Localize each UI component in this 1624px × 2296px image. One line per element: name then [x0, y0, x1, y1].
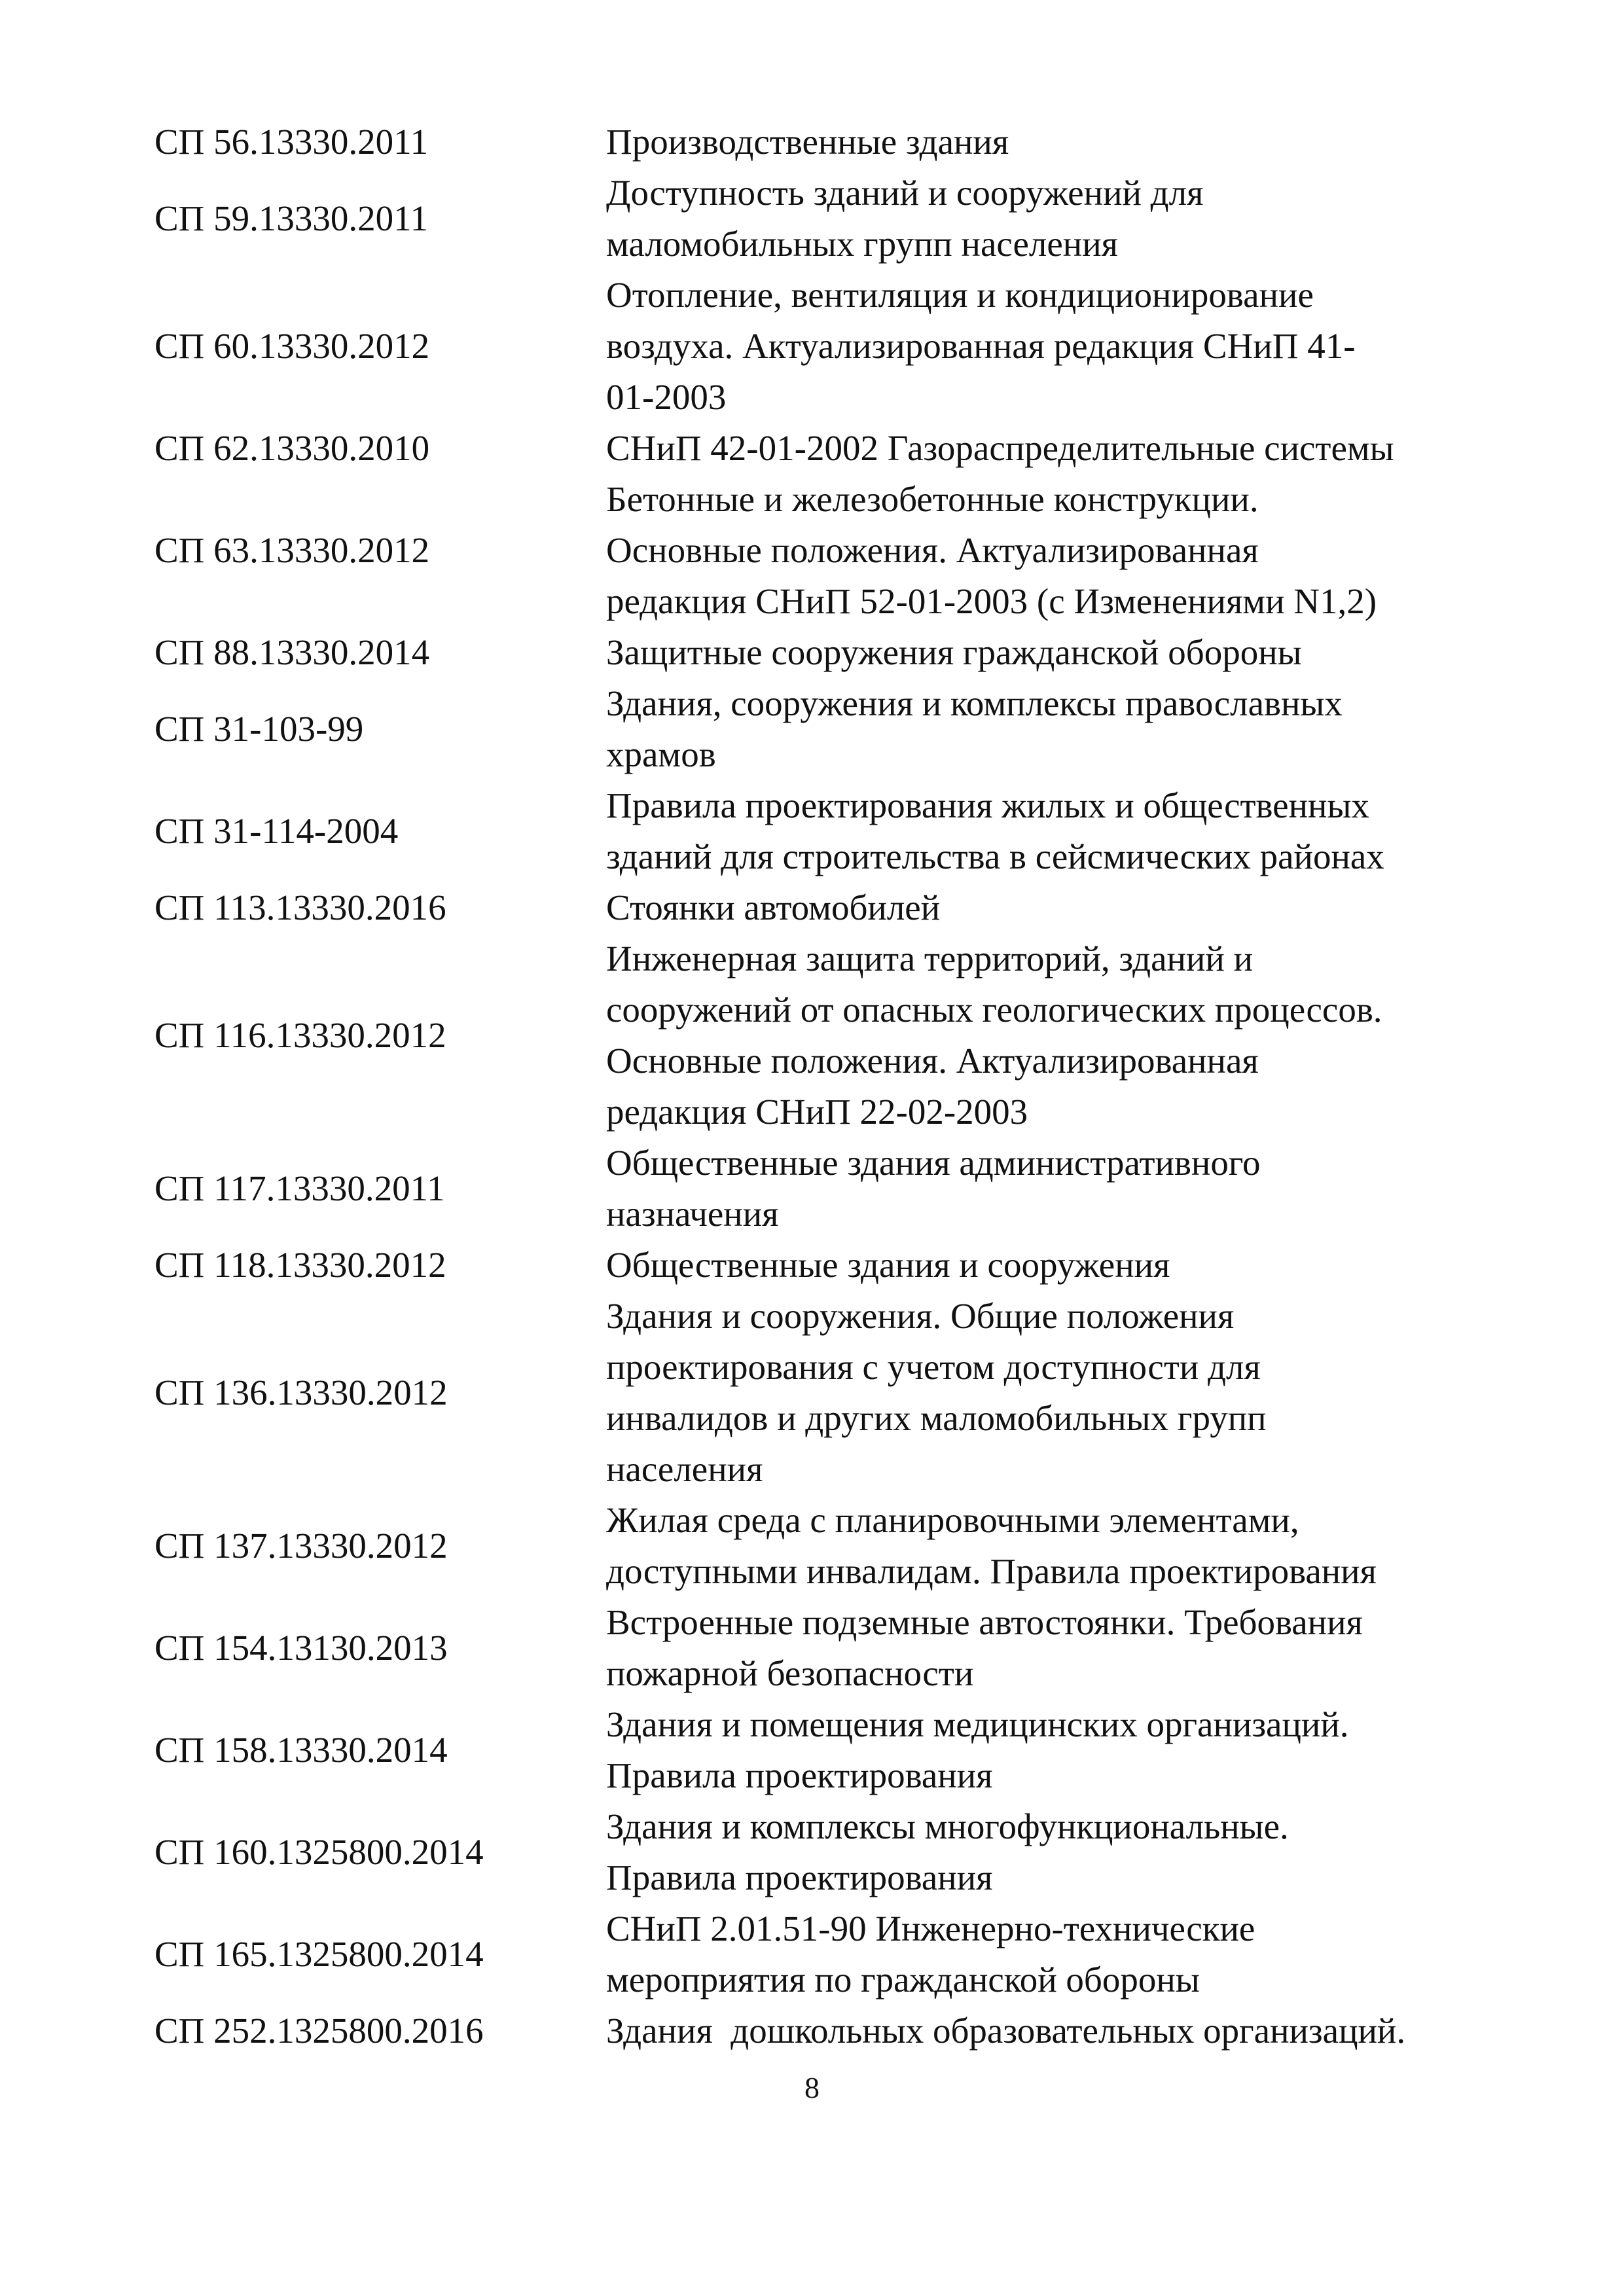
standard-title-line: Защитные сооружения гражданской обороны	[606, 632, 1302, 672]
standard-title-line: Правила проектирования жилых и общественных	[606, 785, 1369, 825]
standard-title	[606, 1699, 1490, 1801]
standard-code: СП 118.13330.2012	[154, 1245, 446, 1285]
standard-title-line: Общественные здания и сооружения	[606, 1245, 1170, 1285]
standard-code: СП 60.13330.2012	[154, 326, 430, 366]
standard-title-line: населения	[606, 1449, 763, 1489]
standard-row	[154, 627, 1490, 678]
standard-title-line: маломобильных групп населения	[606, 224, 1118, 264]
standard-code: СП 117.13330.2011	[154, 1168, 445, 1208]
standard-title-line: Правила проектирования	[606, 1755, 993, 1795]
standard-title-line: Основные положения. Актуализированная	[606, 530, 1259, 570]
standard-code: СП 116.13330.2012	[154, 1015, 446, 1055]
standard-code: СП 56.13330.2011	[154, 122, 429, 162]
standard-title-line: Общественные здания административного	[606, 1143, 1261, 1183]
standard-title	[606, 1903, 1490, 2005]
standard-title	[606, 1138, 1490, 1240]
standard-code: СП 88.13330.2014	[154, 632, 430, 672]
standard-row	[154, 1903, 1490, 2005]
standard-row	[154, 1291, 1490, 1495]
standard-code: СП 62.13330.2010	[154, 428, 430, 468]
standard-row	[154, 1138, 1490, 1240]
standard-title	[606, 1291, 1490, 1495]
standard-title-line: Здания и сооружения. Общие положения	[606, 1296, 1235, 1336]
standard-title-line: зданий для строительства в сейсмических районах	[606, 836, 1384, 876]
standard-row	[154, 270, 1490, 423]
standard-title	[606, 1801, 1490, 1903]
standard-row	[154, 423, 1490, 474]
standard-code: СП 59.13330.2011	[154, 198, 429, 238]
standard-title-line: 01-2003	[606, 377, 727, 417]
standard-title-line: редакция СНиП 52-01-2003 (с Изменениями N1,2)	[606, 581, 1377, 621]
standard-row	[154, 678, 1490, 780]
standard-title-line: редакция СНиП 22-02-2003	[606, 1092, 1028, 1132]
standard-code: СП 31-114-2004	[154, 811, 399, 851]
standard-row	[154, 933, 1490, 1138]
standard-title	[606, 1240, 1490, 1291]
standard-title-line: храмов	[606, 734, 716, 774]
standard-row	[154, 1597, 1490, 1699]
standard-code: СП 137.13330.2012	[154, 1526, 448, 1566]
standard-title	[606, 474, 1490, 627]
standard-title-line: Встроенные подземные автостоянки. Требования	[606, 1602, 1363, 1642]
standard-title	[606, 2005, 1490, 2056]
standard-title-line: Отопление, вентиляция и кондиционирование	[606, 275, 1314, 315]
standard-title-line: пожарной безопасности	[606, 1653, 974, 1693]
standard-title-line: Стоянки автомобилей	[606, 888, 941, 927]
standard-title-line: Инженерная защита территорий, зданий и	[606, 939, 1254, 978]
standard-title-line: мероприятия по гражданской обороны	[606, 1960, 1200, 2000]
standard-title	[606, 780, 1490, 882]
standard-row	[154, 1699, 1490, 1801]
standard-row	[154, 1240, 1490, 1291]
standard-title-line: Здания и комплексы многофункциональные.	[606, 1806, 1289, 1846]
standard-title-line: проектирования с учетом доступности для	[606, 1347, 1261, 1387]
standard-code: СП 252.1325800.2016	[154, 2011, 484, 2051]
standard-title-line: Бетонные и железобетонные конструкции.	[606, 479, 1259, 519]
standard-title-line: Здания и помещения медицинских организаций.	[606, 1704, 1349, 1744]
standard-title-line: инвалидов и других маломобильных групп	[606, 1398, 1267, 1438]
standard-title-line: Основные положения. Актуализированная	[606, 1041, 1259, 1081]
standard-title	[606, 117, 1490, 168]
standard-title	[606, 168, 1490, 270]
standard-title	[606, 1597, 1490, 1699]
standard-code: СП 31-103-99	[154, 709, 364, 749]
standard-row	[154, 1801, 1490, 1903]
standard-title	[606, 882, 1490, 933]
standard-code: СП 113.13330.2016	[154, 888, 446, 927]
standard-title-line: Здания, сооружения и комплексы православных	[606, 683, 1343, 723]
standard-title-line: Жилая среда с планировочными элементами,	[606, 1500, 1299, 1540]
standard-title-line: назначения	[606, 1194, 779, 1234]
standard-title-line: доступными инвалидам. Правила проектирования	[606, 1551, 1377, 1591]
standard-code: СП 165.1325800.2014	[154, 1934, 484, 1974]
standard-code: СП 63.13330.2012	[154, 530, 430, 570]
standard-title-line: сооружений от опасных геологических процессов.	[606, 990, 1382, 1030]
standard-row	[154, 1495, 1490, 1597]
standard-title	[606, 678, 1490, 780]
standard-row	[154, 168, 1490, 270]
standard-code: СП 158.13330.2014	[154, 1730, 448, 1770]
standard-code: СП 160.1325800.2014	[154, 1832, 484, 1872]
standard-title-line: Правила проектирования	[606, 1857, 993, 1897]
standard-row	[154, 2005, 1490, 2056]
page-number: 8	[804, 2071, 820, 2104]
standard-title	[606, 423, 1490, 474]
standard-code: СП 136.13330.2012	[154, 1372, 448, 1412]
standards-list	[154, 117, 1490, 2056]
standard-title	[606, 1495, 1490, 1597]
standard-code: СП 154.13130.2013	[154, 1628, 448, 1668]
standard-row	[154, 780, 1490, 882]
standard-title-line: СНиП 2.01.51-90 Инженерно-технические	[606, 1909, 1255, 1948]
standard-row	[154, 117, 1490, 168]
standard-title-line: Доступность зданий и сооружений для	[606, 173, 1204, 213]
standard-title-line: Производственные здания	[606, 122, 1009, 162]
standard-title-line: Здания дошкольных образовательных организаций.	[606, 2011, 1406, 2051]
standard-title	[606, 270, 1490, 423]
standard-row	[154, 882, 1490, 933]
standard-title-line: воздуха. Актуализированная редакция СНиП 41-	[606, 326, 1356, 366]
standard-title-line: СНиП 42-01-2002 Газораспределительные системы	[606, 428, 1394, 468]
standard-row	[154, 474, 1490, 627]
standard-title	[606, 933, 1490, 1138]
standard-title	[606, 627, 1490, 678]
